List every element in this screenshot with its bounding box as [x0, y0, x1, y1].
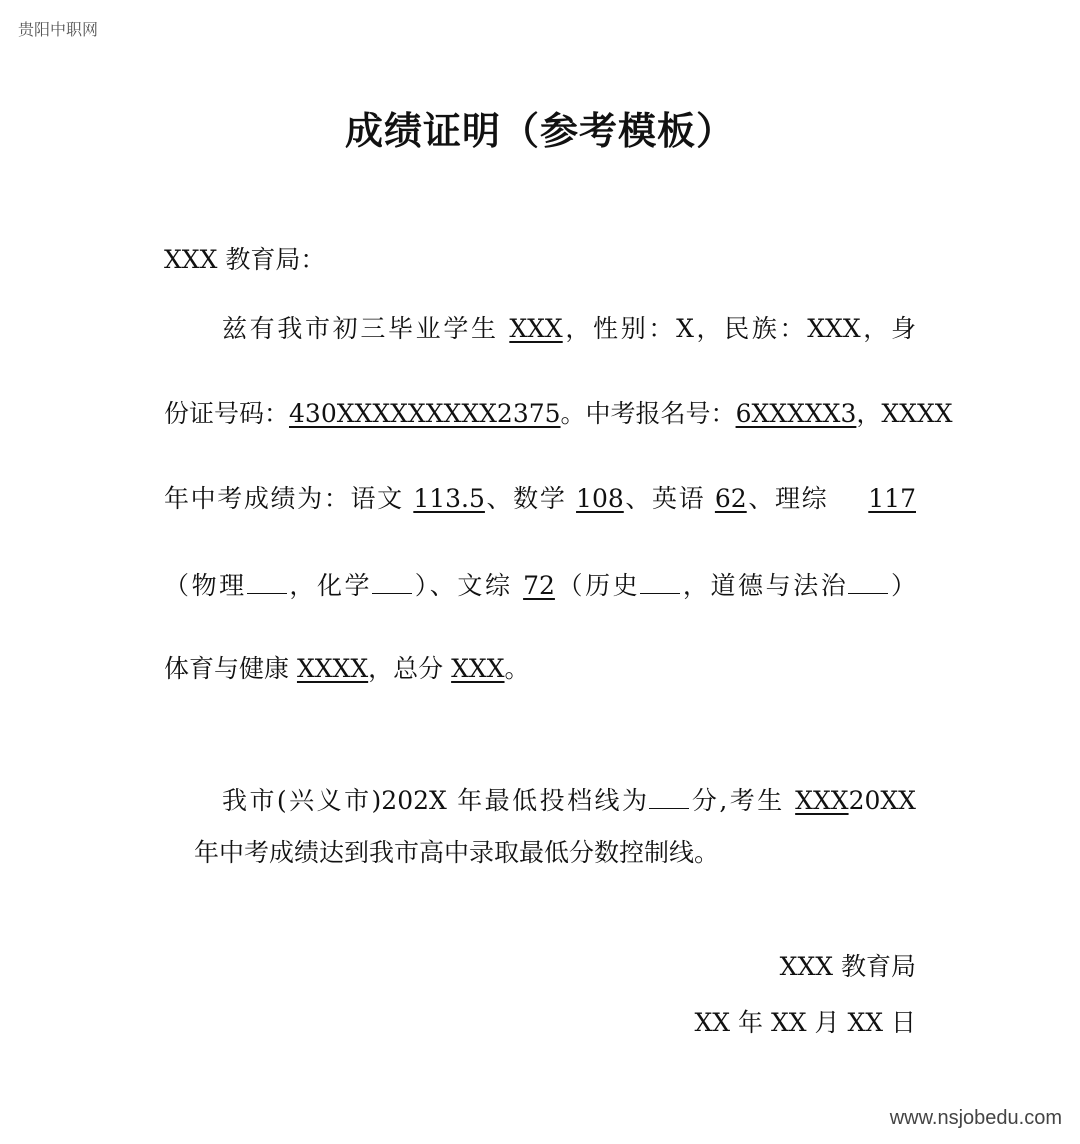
blank-chemistry [372, 567, 412, 594]
score-math: 108 [576, 484, 624, 513]
document-title: 成绩证明（参考模板） [344, 108, 735, 153]
paragraph2-line1: 我市(兴义市)202X 年最低投档线为 分,考生 XXX20XX [222, 782, 916, 818]
watermark-top: 贵阳中职网 [18, 20, 99, 39]
exam-number: 6XXXXX3 [735, 399, 857, 428]
score-english: 62 [714, 484, 747, 513]
paragraph1-line1: 兹有我市初三毕业学生 XXX，性别：X，民族：XXX，身 [222, 314, 916, 343]
signature-issuer: XXX 教育局 [779, 952, 916, 981]
watermark-bottom: www.nsjobedu.com [889, 1107, 1062, 1129]
score-science: 117 [868, 484, 916, 513]
score-total: XXX [451, 654, 505, 683]
student-name: XXX [509, 314, 563, 343]
id-number: 430XXXXXXXXX2375 [289, 399, 561, 428]
paragraph1-line3: 年中考成绩为：语文 113.5、数学 108、英语 62、理综 117 [164, 484, 916, 513]
blank-history [640, 567, 680, 594]
signature-date: XX 年 XX 月 XX 日 [694, 1008, 916, 1037]
salutation: XXX 教育局： [164, 245, 326, 274]
blank-ethics [848, 567, 888, 594]
paragraph1-line4: （物理 ，化学 ）、文综 72（历史 ，道德与法治 ） [164, 567, 916, 603]
paragraph1-line2: 份证号码：430XXXXXXXXX2375。中考报名号：6XXXXX3，XXXX [164, 399, 953, 428]
score-pe: XXXX [296, 654, 369, 683]
blank-cutoff-score [649, 782, 689, 809]
score-liberal-arts: 72 [523, 571, 555, 600]
blank-physics [247, 567, 287, 594]
paragraph1-line5: 体育与健康 XXXX，总分 XXX。 [164, 654, 530, 683]
student-name-2: XXX [795, 786, 849, 815]
paragraph2-line2: 年中考成绩达到我市高中录取最低分数控制线。 [194, 838, 720, 867]
ethnicity-value: XXX [807, 314, 861, 343]
score-chinese: 113.5 [413, 484, 485, 513]
gender-value: X [676, 314, 694, 343]
